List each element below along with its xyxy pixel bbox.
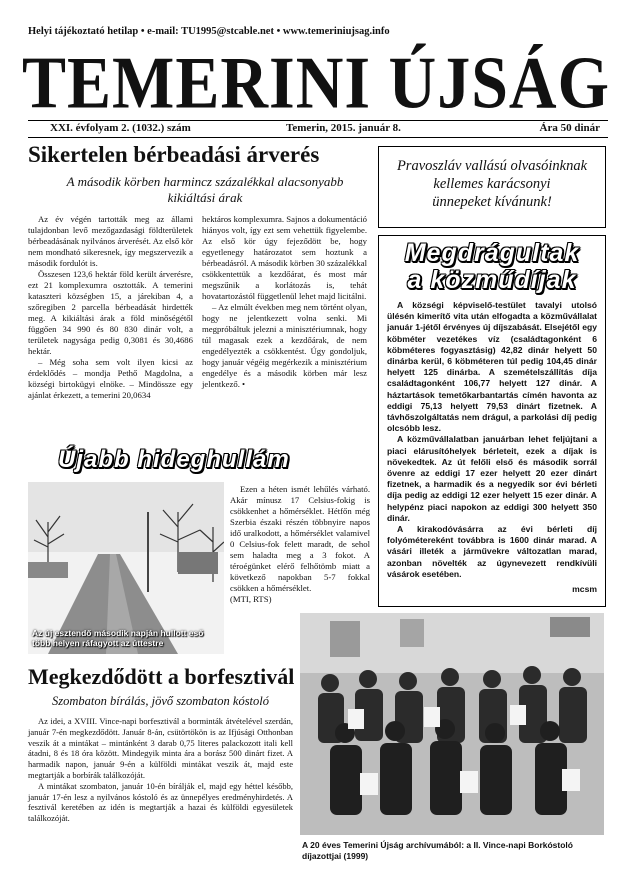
article-column-auction-1 bbox=[28, 214, 193, 401]
article-headline-cold: Újabb hideghullám bbox=[58, 446, 290, 473]
article-column-wine bbox=[28, 716, 293, 824]
paragraph: A kirakodóvásárra az évi bérleti díj folyómétereként továbbra is 1600 dinár marad. A vásári illeték a járművekre változatlan marad, azonban növelték az úgynevezett rendkívüli vásárok esetében. bbox=[387, 524, 597, 579]
paragraph: – Még soha sem volt ilyen kicsi az érdeklődés – mondja Pethő Magdolna, a községi birtokügyi elnöke. – Mindössze egy ajánlat érkezett, a temerini 20,0634 bbox=[28, 357, 193, 400]
newspaper-title: TEMERINI ÚJSÁG bbox=[22, 42, 610, 125]
photo-caption-winter: Az új esztendő második napján hullott eső több helyen ráfagyott az úttestre bbox=[32, 628, 204, 648]
paragraph: Ezen a héten ismét lehűlés várható. Akár mínusz 17 Celsius-fokig is csökkenhet a hőmérséklet. Hétfőn még Szerbia északi részén többnyire napos idő uralkodott, a hőmérséklet valamivel 0 Celsius-fok felett maradt, de sehol sem haladta meg a 3 fokot. A téroégünket elérő felhőtömb miatt a következő napokban 5-7 fokkal csökken a hőmérséklet. bbox=[230, 484, 370, 593]
article-headline-utilities-line2: a közműdíjak bbox=[407, 266, 577, 294]
paragraph: A közművállalatban januárban lehet feljújtani a piaci elárusítóhelyek bérleteit, ezek a díjak is növekedtek. Az út felőli első és második sorrál övenre az eddigi 17 ezer helyett 20 ezer dinárt fizetnek, a harmadik és a negyedik sor évi bérleti díja pedig az eddigi 12 ezer helyett 15 ezer dinár. A helypénz piaci napokon az eddigi 300 helyett 350 dinár. bbox=[387, 434, 597, 523]
article-source: (MTI, RTS) bbox=[230, 594, 272, 604]
article-column-cold bbox=[230, 484, 370, 605]
utilities-article-box bbox=[378, 235, 606, 607]
article-column-auction-2 bbox=[202, 214, 367, 390]
article-headline-wine: Megkezdődött a borfesztivál bbox=[28, 664, 295, 689]
article-subtitle-wine: Szombaton bírálás, jövő szombaton kóstoló bbox=[51, 694, 270, 708]
greeting-line-2: kellemes karácsonyi bbox=[433, 176, 551, 192]
tagline: Helyi tájékoztató hetilap • e-mail: TU1995@stcable.net • www.temeriniujsag.info bbox=[28, 26, 390, 37]
paragraph: Az év végén tartották meg az állami tulajdonban levő mezőgazdasági földterületek bérbeadásának nyilvános árverését. Az első kör nem mondható sikeresnek, így megszervezik a második fordulót is. bbox=[28, 214, 193, 268]
issue-price: Ára 50 dinár bbox=[539, 122, 600, 134]
greeting-line-3: ünnepeket kívánunk! bbox=[432, 194, 552, 210]
winter-road-photo bbox=[28, 482, 224, 654]
article-headline-utilities-line1: Megdrágultak bbox=[404, 239, 580, 267]
paragraph: Az idei, a XVIII. Vince-napi borfesztivál a borminták átvételével szerdán, január 7-én megkezdődött. Január 8-án, csütörtökön is az Ifjúsági Otthonban veszik át a mintákat – mintánként 3 darab 0,75 literes palackozott itali kell átadni, 8 és 18 óra között. Mindegyik minta ára a borász 500 dinárt fizet. A harmadik napon, január 9-én a külföldi mintákat veszik át, majd este megtartják a borbírák találkozóját. bbox=[28, 716, 293, 780]
issue-date: Temerin, 2015. január 8. bbox=[286, 122, 401, 134]
article-headline-auction: Sikertelen bérbeadási árverés bbox=[28, 142, 320, 167]
article-subtitle-auction: A második körben harmincz százalékkal alacsonyabb kikiáltási árak bbox=[66, 174, 344, 205]
greeting-box bbox=[378, 146, 606, 228]
paragraph: hektáros komplexumra. Sajnos a dokumentáció hiányos volt, így ezt sem vehettük figyelembe. Az első kör úgy fejeződött be, hogy egyetlenegy határozatot sem hoztunk a bérbeadásról. A második körben 30 százalékkal csökkentettük a kezdőárat, és most már megszűnik a korlátozás is, tehát hovatartozástól függetlenül lehet majd licitálni. bbox=[202, 214, 368, 301]
paragraph: – Az elmúlt években meg nem történt olyan, hogy ne jelentkezett volna senki. Mi megpróbáltuk jelezni a minisztériumnak, hogy túl magasak ezek a kezdőárak, de nem engedélyezték a csökkentést. Úgy gondoljuk, hogy január végéig megérkezik a minisztérium engedélye és a második körben már lesz jelentkező. • bbox=[202, 302, 367, 389]
paragraph: A községi képviselő-testület tavalyi utolsó ülésén kimerítő vita után elfogadta a közművállalat január 1-jétől érvényes új díjszabását. Elsejétől egy köbméter vezetékes víz (családtagonként 6 köbméteres fogyasztásig) 42,82 dinár helyett 50 dinárba kerül, 6 köbméteren túl pedig 104,45 dinár helyett 125 dinárba. A szemételszállítás díja családtagonként 106,77 helyett 127 dinár. A háztartások temetőkarbantartás címén havonta az eddigi 75,13 helyett 79,53 dinárt fizetnek. A távhőszolgáltatás nem drágul, a parkolási díj pedig olcsóbb lesz. bbox=[387, 300, 597, 434]
article-signature: mcsm bbox=[572, 584, 597, 595]
photo-caption-winners: A 20 éves Temerini Újság archívumából: a II. Vince-napi Borkóstoló díjazottjai (1999) bbox=[302, 840, 573, 861]
issue-info-bar bbox=[28, 120, 608, 138]
paragraph: A mintákat szombaton, január 10-én bírálják el, majd egy héttel később, január 17-én lesz a nyilvános kóstoló és az ünnepélyes eredményhirdetés. A fesztivál keretében az idén is megtartják a hazai és külföldi egyesületek találkozóját. bbox=[28, 780, 293, 824]
winners-group-photo bbox=[300, 613, 604, 835]
issue-volume: XXI. évfolyam 2. (1032.) szám bbox=[50, 122, 191, 134]
paragraph: Összesen 123,6 hektár föld került árverésre, ezt 21 komplexumra osztották. A temerini kataszteri községben 15, a járekiban 4, a szőregiben 2 parcella bérbeadását hirdették meg. A kikiáltási árak a föld minőségétől függően 34 990 és 80 830 dinár volt, a területek nagysága pedig 0,3081 és 30,4686 hektár. bbox=[28, 269, 193, 356]
greeting-line-1: Pravoszláv vallású olvasóinknak bbox=[396, 158, 588, 174]
